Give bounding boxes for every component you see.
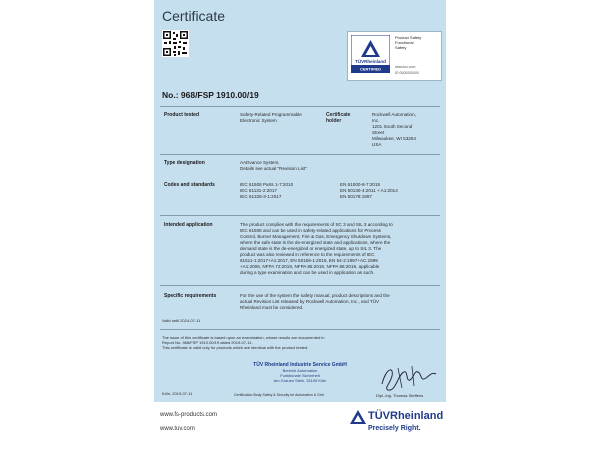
logo-product-line: Safety xyxy=(395,45,407,50)
product-tested-line: Electronic System xyxy=(240,118,277,123)
codes-column-1 xyxy=(240,182,293,200)
logo-product-label xyxy=(395,35,439,50)
product-tested-line: Safety-Related Programmable xyxy=(240,112,302,117)
tuv-slogan: Precisely Right. xyxy=(368,425,421,432)
url-tuv: www.tuv.com xyxy=(160,426,195,432)
signatory-name: Dipl.-Ing. Thomas Steffens xyxy=(376,393,424,398)
codes-standards-label: Codes and standards xyxy=(164,182,215,188)
holder-line: Rockwell Automation, xyxy=(372,112,416,117)
holder-line: Inc. xyxy=(372,118,380,123)
codes-column-2 xyxy=(340,182,398,200)
footnote-line: The issue of this certificate is based upon an examination, whose results are documented in xyxy=(162,335,325,340)
tuv-triangle-icon xyxy=(350,410,366,424)
product-tested-label: Product tested xyxy=(164,112,200,118)
code-line: EN 50130-4:2011 + A1:2014 xyxy=(340,188,398,193)
type-line: Details see actual "Revision List" xyxy=(240,166,307,171)
holder-value xyxy=(372,112,416,148)
type-designation-label: Type designation xyxy=(164,160,205,166)
tuv-certified-logo xyxy=(347,31,442,81)
holder-line: Milwaukee, WI 53204 xyxy=(372,136,416,141)
holder-line: 1201 South Second xyxy=(372,124,413,129)
issuer-address: Am Grauen Stein, 51105 Köln xyxy=(273,378,327,383)
divider xyxy=(160,106,440,107)
specific-line: actual Revision List released by Rockwell Automation, Inc., and TÜV xyxy=(240,299,380,304)
code-line: IEC 61131-2:2017 xyxy=(240,188,277,193)
intended-line: IEC 61508 and can be used in safety-related applications for Process xyxy=(240,228,381,233)
holder-label-line: Certificate xyxy=(326,112,351,118)
type-designation-value xyxy=(240,160,307,172)
code-line: EN 50178:1997 xyxy=(340,194,372,199)
divider xyxy=(160,329,440,330)
code-line: IEC 61508 Parts 1-7:2010 xyxy=(240,182,294,187)
intended-line: +A1:2006, NFPA 72:2019, NFPA 85:2019, NFPA 86:2019, applicable xyxy=(240,264,380,269)
divider xyxy=(160,215,440,216)
footnote-line: This certificate is valid only for products which are identical with the product tested. xyxy=(162,345,309,350)
divider xyxy=(160,285,440,286)
intended-line: during a type examination and can be used in application as such. xyxy=(240,270,375,275)
holder-label xyxy=(326,112,350,124)
specific-line: For the use of the system the safety manual, product descriptions and the xyxy=(240,293,390,298)
code-line: EN 61000-6-7:2015 xyxy=(340,182,381,187)
logo-brand-text: TÜVRheinland xyxy=(355,59,386,64)
specific-requirements-label: Specific requirements xyxy=(164,293,217,299)
specific-requirements-text xyxy=(240,293,440,311)
product-tested-value xyxy=(240,112,302,124)
logo-product-line: Product Safety xyxy=(395,35,422,40)
tuv-certified-mark xyxy=(351,35,390,73)
valid-until: Valid until 2024-07-11 xyxy=(162,318,201,323)
issuer-department: Funktionale Sicherheit xyxy=(280,373,320,378)
intended-application-text xyxy=(240,222,440,276)
certificate-number: No.: 968/FSP 1910.00/19 xyxy=(162,90,259,100)
holder-line: Street xyxy=(372,130,385,135)
divider xyxy=(160,154,440,155)
intended-line: product was also reviewed in reference to the requirements of IEC xyxy=(240,252,375,257)
intended-line: Control, Burner Management, Fire & Gas, Emergency Shutdown Systems, xyxy=(240,234,392,239)
logo-product-line: Functional xyxy=(395,40,414,45)
code-line: IEC 61326-3-1:2017 xyxy=(240,194,282,199)
certificate-document xyxy=(154,0,446,402)
intended-application-label: Intended application xyxy=(164,222,213,228)
intended-line: where the safe state is the de-energized state and applications, where the xyxy=(240,240,391,245)
logo-url: www.tuv.com xyxy=(395,65,416,69)
intended-line: demand state is the de-energized or energized state, up to SIL 3. The xyxy=(240,246,382,251)
intended-line: The product complies with the requirements of SC 3 and SIL 3 according to xyxy=(240,222,393,227)
intended-line: 61511-1:2017+A1:2017, EN 50156-1:2015, EN 54-2:1997+AC:1999 xyxy=(240,258,378,263)
tuv-brand-name: TÜVRheinland xyxy=(368,410,444,422)
certificate-title: Certificate xyxy=(162,8,226,24)
certificate-footnote xyxy=(162,335,325,350)
signature xyxy=(378,362,438,394)
type-line: AADvance System, xyxy=(240,160,280,165)
place-date: Köln, 2019-07-11 xyxy=(162,391,193,396)
logo-badge-text: CERTIFIED xyxy=(359,66,382,72)
issuer-name: TÜV Rheinland Industrie Service GmbH xyxy=(253,362,347,368)
specific-line: Rheinland must be considered. xyxy=(240,305,304,310)
url-fs-products: www.fs-products.com xyxy=(160,412,218,418)
footnote-line: Report No. 968/FSP 1910.00/19 dated 2019-07-11. xyxy=(162,340,253,345)
issuer-department: Bereich Automation xyxy=(282,368,318,373)
qr-code xyxy=(162,30,189,57)
holder-line: USA xyxy=(372,142,382,147)
holder-label-line: holder xyxy=(326,118,342,124)
logo-id: ID 0000000000 xyxy=(395,71,419,75)
accreditation-note: Certification Body Safety & Security for Automation & Grid xyxy=(234,393,324,397)
